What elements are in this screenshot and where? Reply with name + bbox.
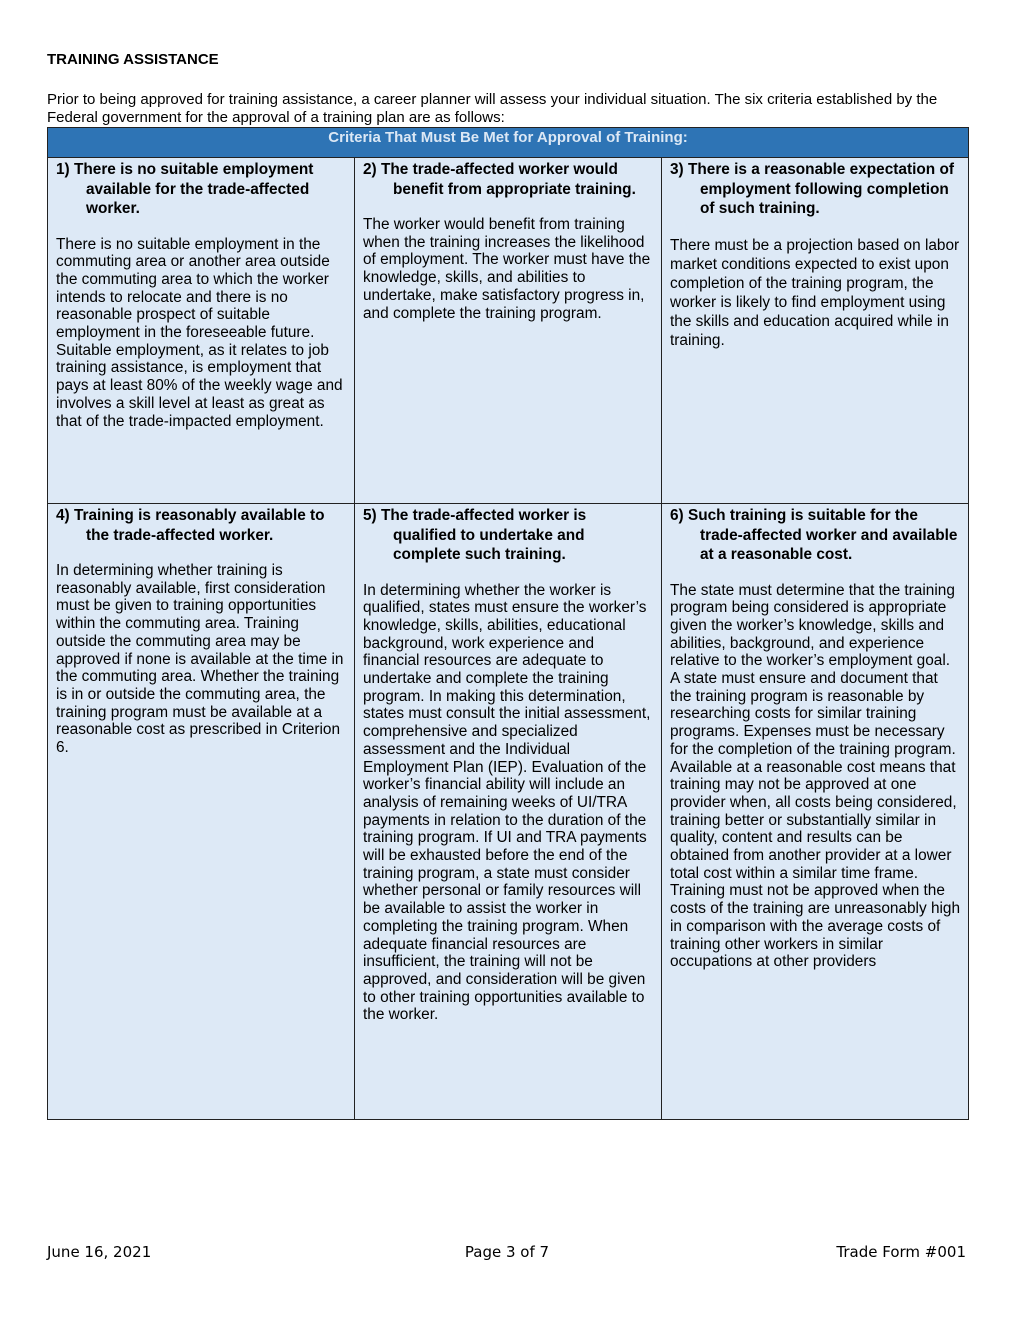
criterion-title: 5) The trade-affected worker is qualified to undertake and complete such training. — [363, 507, 587, 563]
criterion-cell-5 — [355, 504, 662, 1120]
footer-date: June 16, 2021 — [47, 1243, 152, 1261]
criterion-body: There must be a projection based on labor market conditions expected to exist upon completion of the training program, the worker is likely to find employment using the skills and education acquired while in training. — [670, 236, 960, 349]
criterion-title: 3) There is a reasonable expectation of employment following completion of such training. — [670, 161, 954, 217]
criterion-cell-3 — [662, 158, 969, 504]
criterion-cell-2 — [355, 158, 662, 504]
criterion-title: 4) Training is reasonably available to the trade-affected worker. — [56, 507, 325, 544]
criterion-body: There is no suitable employment in the commuting area or another area outside the commuting area to which the worker intends to relocate and there is no reasonable prospect of suitable employment in the foreseeable future. Suitable employment, as it relates to job training assistance, is employment that pays at least 80% of the weekly wage and involves a skill level at least as great as that of the trade-impacted employment. — [56, 235, 343, 430]
criterion-body: In determining whether training is reasonably available, first consideration must be given to training opportunities within the commuting area. Training outside the commuting area may be approved if none is available at the time in the commuting area. Whether the training is in or outside the commuting area, the training program must be available at a reasonable cost as prescribed in Criterion 6. — [56, 562, 344, 757]
criterion-body: The worker would benefit from training when the training increases the likelihood of employment. The worker must have the knowledge, skills, and abilities to undertake, make satisfactory progress in, and complete the training program. — [363, 216, 651, 322]
footer-form-number: Trade Form #001 — [836, 1243, 966, 1261]
criterion-cell-1 — [48, 158, 355, 504]
criteria-row — [48, 158, 969, 504]
criterion-cell-6 — [662, 504, 969, 1120]
intro-paragraph: Prior to being approved for training assistance, a career planner will assess your individual situation. The six criteria established by the Federal government for the approval of a training plan are as follows: — [47, 91, 938, 126]
criterion-title: 1) There is no suitable employment available for the trade-affected worker. — [56, 161, 314, 217]
criteria-table — [47, 127, 969, 1120]
criteria-table-header: Criteria That Must Be Met for Approval of Training: — [48, 128, 969, 158]
footer-page-number: Page 3 of 7 — [464, 1243, 550, 1261]
criterion-title: 2) The trade-affected worker would benefit from appropriate training. — [363, 161, 636, 198]
criteria-row — [48, 504, 969, 1120]
page-heading: TRAINING ASSISTANCE — [47, 51, 219, 68]
criterion-cell-4 — [48, 504, 355, 1120]
criterion-body: The state must determine that the training program being considered is appropriate given the worker’s knowledge, skills and abilities, background, and experience relative to the worker’s employment goal. A state must ensure and document that the training program is reasonable by researching costs for similar training programs. Expenses must be necessary for the completion of the training program. Available at a reasonable cost means that training may not be approved at one provider when, all costs being considered, training better or substantially similar in quality, content and results can be obtained from another provider at a lower total cost within a similar time frame. Training must not be approved when the costs of the training are unreasonably high in comparison with the average costs of training other workers in similar occupations at other providers — [670, 581, 961, 971]
criterion-body: In determining whether the worker is qualified, states must ensure the worker’s knowledge, skills, abilities, educational background, work experience and financial resources are adequate to undertake and complete the training program. In making this determination, states must consult the initial assessment, comprehensive and specialized assessment and the Individual Employment Plan (IEP). Evaluation of the worker’s financial ability will include an analysis of remaining weeks of UI/TRA payments in relation to the duration of the training program. If UI and TRA payments will be exhausted before the end of the training program, a state must consider whether personal or family resources will be available to assist the worker in completing the training program. When adequate financial resources are insufficient, the training will not be approved, and consideration will be given to other training opportunities available to the worker. — [363, 581, 651, 1024]
criterion-title: 6) Such training is suitable for the trade-affected worker and available at a reasonable cost. — [670, 507, 958, 563]
